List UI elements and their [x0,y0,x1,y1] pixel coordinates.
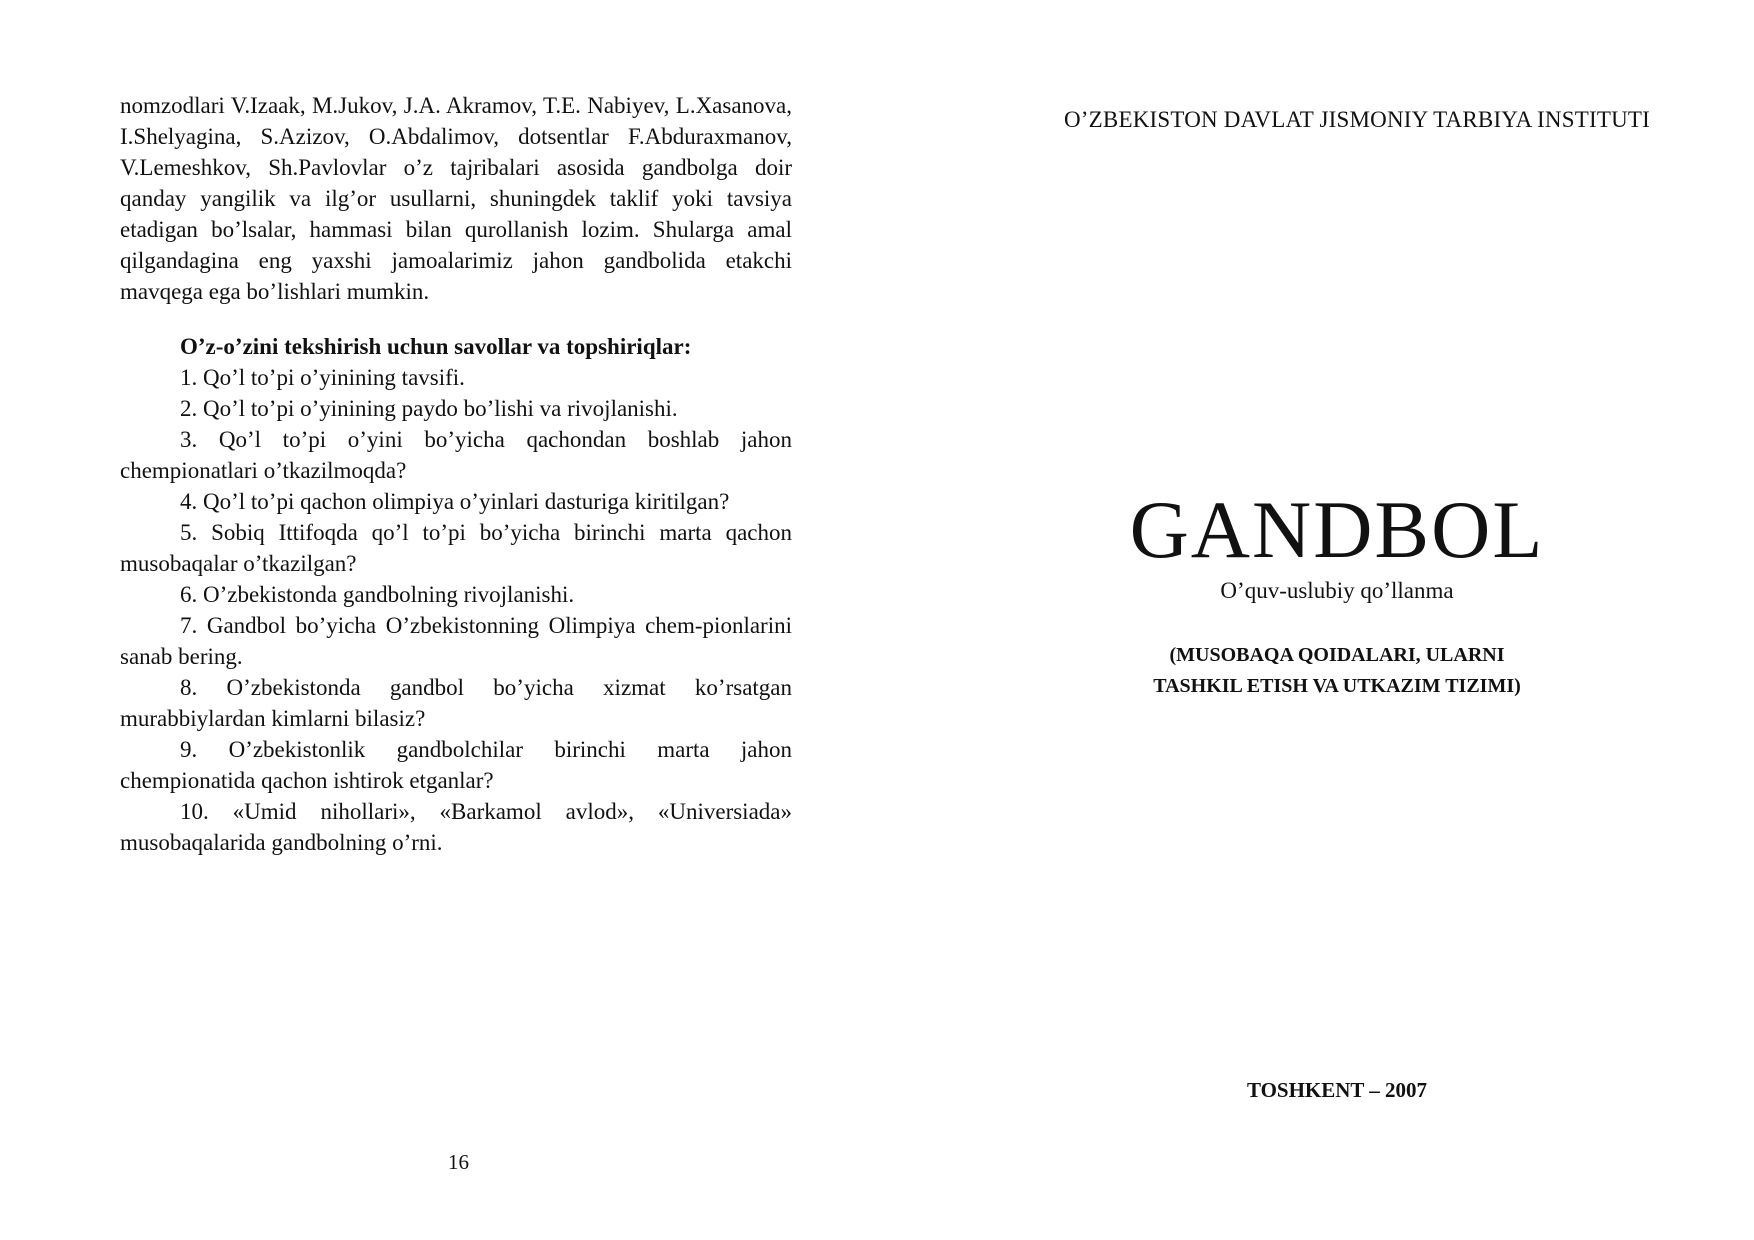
page-number: 16 [448,1150,469,1174]
series-line-1: (MUSOBAQA QOIDALARI, ULARNI [1169,644,1505,666]
question-item: 1. Qo’l to’pi o’yinining tavsifi. [180,365,465,390]
left-text-column [120,90,792,858]
question-item: 2. Qo’l to’pi o’yinining paydo bo’lishi va rivojlanishi. [180,396,678,421]
series-line-2: TASHKIL ETISH VA UTKAZIM TIZIMI) [1153,675,1521,697]
intro-paragraph: nomzodlari V.Izaak, M.Jukov, J.A. Akramov, T.E. Nabiyev, L.Xasanova, I.Shelyagina, S.Azizov, O.Abdalimov, dotsentlar F.Abduraxmanov, V.Lemeshkov, Sh.Pavlovlar o’z tajribalari asosida gandbolga doir qanday yangilik va ilg’or usullarni, shuningdek taklif yoki tavsiya etadigan bo’lsalar, hammasi bilan qurollanish lozim. Shularga amal qilgandagina eng yaxshi jamoalarimiz jahon gandbolida etakchi mavqega ega bo’lishlari mumkin. [120,93,792,304]
place-and-year: TOSHKENT – 2007 [1246,1078,1428,1102]
questions-heading: O’z-o’zini tekshirish uchun savollar va topshiriqlar: [180,334,692,359]
book-title: GANDBOL [1129,484,1545,575]
question-item: 9. O’zbekistonlik gandbolchilar birinchi marta jahon chempionatida qachon ishtirok etganlar? [120,737,792,793]
question-item: 3. Qo’l to’pi o’yini bo’yicha qachondan boshlab jahon chempionatlari o’tkazilmoqda? [120,427,792,483]
question-item: 4. Qo’l to’pi qachon olimpiya o’yinlari dasturiga kiritilgan? [180,489,730,514]
series-description [987,640,1687,702]
question-item: 7. Gandbol bo’yicha O’zbekistonning Olimpiya chem-pionlarini sanab bering. [120,613,792,669]
book-subtitle: O’quv-uslubiy qo’llanma [1220,578,1454,603]
question-item: 5. Sobiq Ittifoqda qo’l to’pi bo’yicha birinchi marta qachon musobaqalar o’tkazilgan? [120,520,792,576]
title-page [877,0,1754,1240]
question-item: 8. O’zbekistonda gandbol bo’yicha xizmat ko’rsatgan murabbiylardan kimlarni bilasiz? [120,675,792,731]
question-item: 10. «Umid nihollari», «Barkamol avlod», «Universiada» musobaqalarida gandbolning o’rni. [120,799,792,855]
institute-name: O’ZBEKISTON DAVLAT JISMONIY TARBIYA INSTITUTI [1064,107,1650,132]
question-item: 6. O’zbekistonda gandbolning rivojlanishi. [180,582,575,607]
